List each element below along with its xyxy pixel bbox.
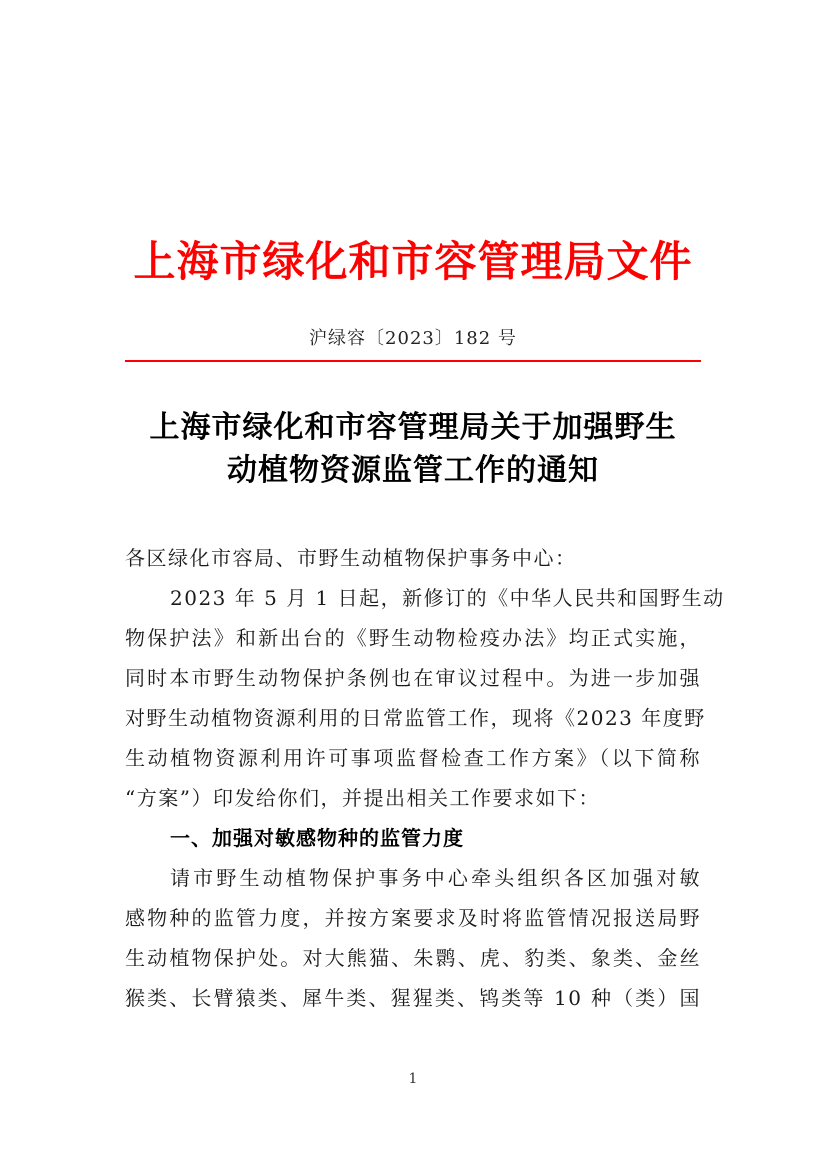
notice-title-line-1: 上海市绿化和市容管理局关于加强野生 bbox=[149, 410, 677, 445]
paragraph-2-line: 请市野生动植物保护事务中心牵头组织各区加强对敏 bbox=[170, 866, 701, 890]
red-divider-line bbox=[125, 360, 701, 362]
page-number: 1 bbox=[408, 1071, 418, 1087]
section-1-heading: 一、加强对敏感物种的监管力度 bbox=[170, 826, 464, 850]
paragraph-2-line: 猴类、长臂猿类、犀牛类、猩猩类、鸨类等 10 种（类）国 bbox=[125, 986, 701, 1010]
notice-title-line-2: 动植物资源监管工作的通知 bbox=[227, 453, 599, 488]
paragraph-1-line: 同时本市野生动物保护条例也在审议过程中。为进一步加强 bbox=[125, 666, 701, 690]
document-number: 沪绿容〔2023〕182 号 bbox=[309, 328, 517, 349]
paragraph-2-line: 生动植物保护处。对大熊猫、朱鹮、虎、豹类、象类、金丝 bbox=[125, 946, 701, 970]
paragraph-1-line: 2023 年 5 月 1 日起，新修订的《中华人民共和国野生动 bbox=[170, 586, 725, 610]
paragraph-2-line: 感物种的监管力度，并按方案要求及时将监管情况报送局野 bbox=[125, 906, 701, 930]
document-content bbox=[0, 236, 826, 1018]
paragraph-1-line: 对野生动植物资源利用的日常监管工作，现将《2023 年度野 bbox=[125, 706, 706, 730]
paragraph-1-line: 物保护法》和新出台的《野生动物检疫办法》均正式实施， bbox=[125, 626, 701, 650]
paragraph-1 bbox=[125, 578, 725, 818]
notice-title bbox=[125, 406, 701, 492]
salutation: 各区绿化市容局、市野生动植物保护事务中心： bbox=[125, 546, 577, 570]
paragraph-1-line: 生动植物资源利用许可事项监督检查工作方案》（以下简称 bbox=[125, 746, 701, 770]
letterhead-banner: 上海市绿化和市容管理局文件 bbox=[133, 237, 693, 286]
notice-body bbox=[125, 538, 725, 1018]
paragraph-1-line: “方案”）印发给你们，并提出相关工作要求如下： bbox=[125, 786, 600, 810]
paragraph-2 bbox=[125, 858, 701, 1018]
